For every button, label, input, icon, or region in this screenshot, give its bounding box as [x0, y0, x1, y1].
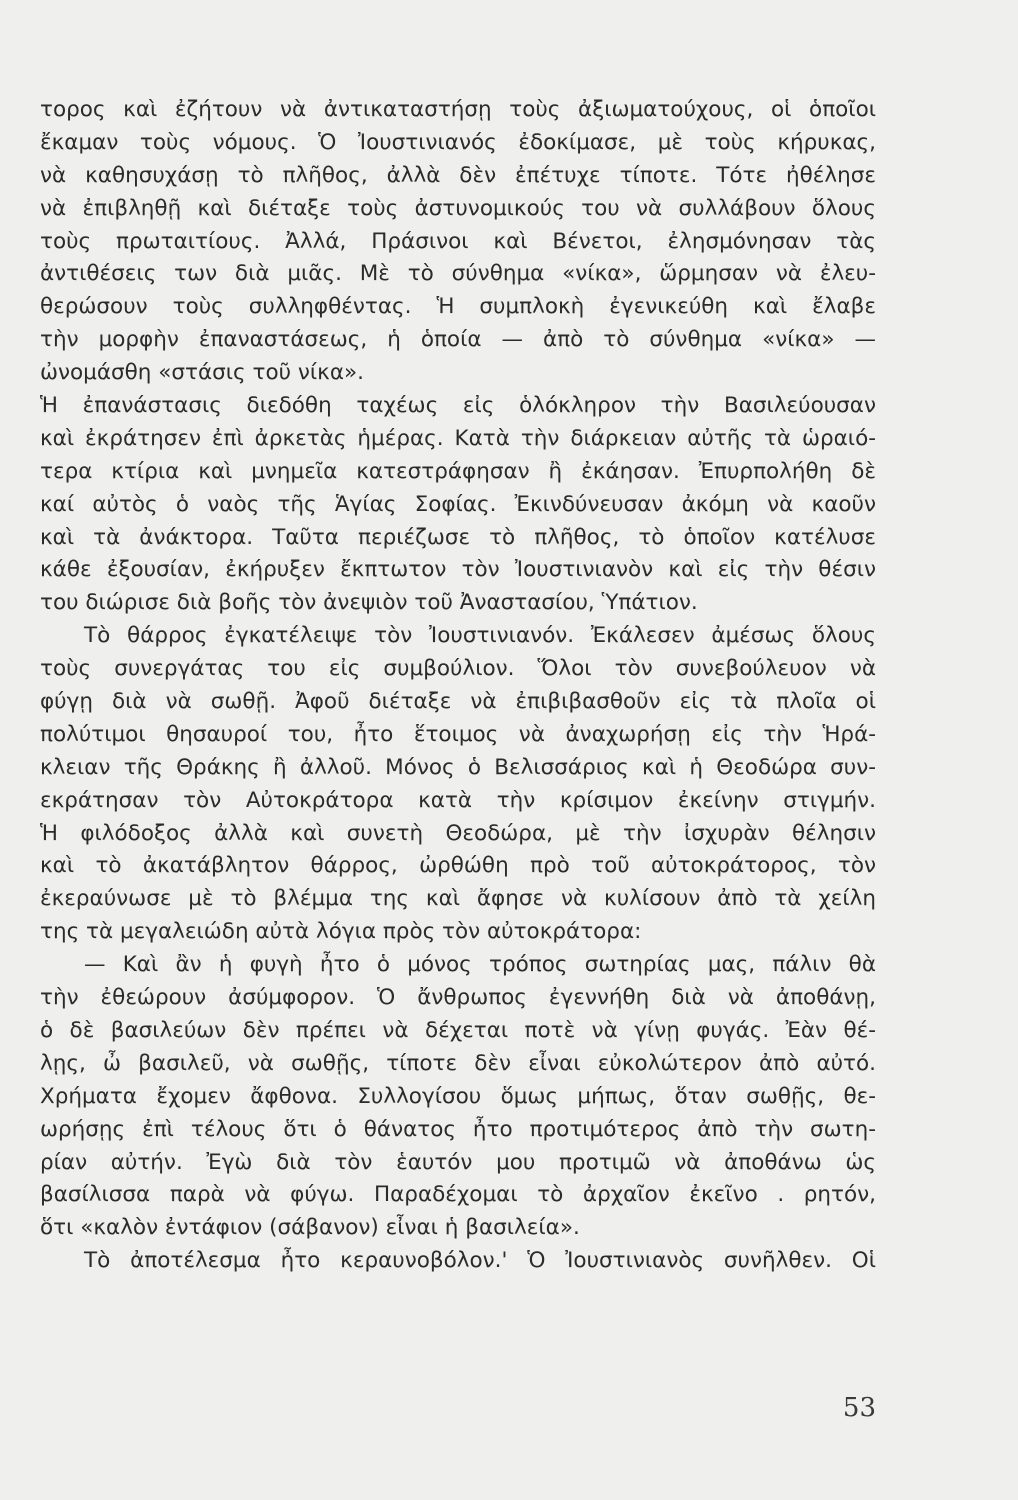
text-line: του διώρισε διὰ βοῆς τὸν ἀνεψιὸν τοῦ Ἀναστασίου, Ὑπάτιον. [40, 590, 698, 616]
text-line: ἔκαμαν τοὺς νόμους. Ὁ Ἰουστινιανός ἐδοκίμασε, μὲ τοὺς κήρυκας, [40, 129, 876, 155]
text-line: θερώσουν τοὺς συλληφθέντας. Ἡ συμπλοκὴ ἐγενικεύθη καὶ ἔλαβε [40, 294, 876, 320]
text-line: ὅτι «καλὸν ἐντάφιον (σάβανον) εἶναι ἡ βασιλεία». [40, 1215, 580, 1241]
text-line: τορος καὶ ἐζήτουν νὰ ἀντικαταστήσῃ τοὺς ἀξιωματούχους, οἱ ὁποῖοι [40, 97, 876, 122]
text-line: λῃς, ὦ βασιλεῦ, νὰ σωθῇς, τίποτε δὲν εἶναι εὐκολώτερον ἀπὸ αὐτό. [40, 1050, 876, 1076]
text-line: τοὺς συνεργάτας του εἰς συμβούλιον. Ὅλοι τὸν συνεβούλευον νὰ [40, 656, 876, 682]
text-line: τερα κτίρια καὶ μνημεῖα κατεστράφησαν ἢ ἐκάησαν. Ἐπυρπολήθη δὲ [40, 458, 876, 484]
text-line: ωρήσῃς ἐπὶ τέλους ὅτι ὁ θάνατος ἦτο προτιμότερος ἀπὸ τὴν σωτη- [40, 1116, 876, 1142]
text-line: Τὸ θάρρος ἐγκατέλειψε τὸν Ἰουστινιανόν. Ἐκάλεσεν ἀμέσως ὅλους [84, 623, 876, 649]
text-line: Ἡ ἐπανάστασις διεδόθη ταχέως εἰς ὁλόκληρον τὴν Βασιλεύουσαν [40, 393, 876, 419]
text-line: εκράτησαν τὸν Αὐτοκράτορα κατὰ τὴν κρίσιμον ἐκείνην στιγμήν. [40, 787, 876, 813]
body-text [40, 94, 876, 1278]
text-line: καί αὐτὸς ὁ ναὸς τῆς Ἁγίας Σοφίας. Ἐκινδύνευσαν ἀκόμη νὰ καοῦν [40, 491, 876, 517]
text-line: ὠνομάσθη «στάσις τοῦ νίκα». [40, 360, 365, 386]
page-number: 53 [842, 1393, 876, 1423]
text-line: νὰ ἐπιβληθῇ καὶ διέταξε τοὺς ἀστυνομικούς του νὰ συλλάβουν ὅλους [40, 195, 876, 221]
text-line: — Καὶ ἂν ἡ φυγὴ ἦτο ὁ μόνος τρόπος σωτηρίας μας, πάλιν θὰ [84, 952, 876, 978]
text-line: καὶ τὸ ἀκατάβλητον θάρρος, ὠρθώθη πρὸ τοῦ αὐτοκράτορος, τὸν [40, 853, 876, 879]
text-line: τοὺς πρωταιτίους. Ἀλλά, Πράσινοι καὶ Βένετοι, ἐλησμόνησαν τὰς [40, 228, 876, 254]
text-line: ρίαν αὐτήν. Ἐγὼ διὰ τὸν ἑαυτόν μου προτιμῶ νὰ ἀποθάνω ὡς [40, 1149, 876, 1175]
text-line: φύγῃ διὰ νὰ σωθῇ. Ἀφοῦ διέταξε νὰ ἐπιβιβασθοῦν εἰς τὰ πλοῖα οἱ [40, 689, 876, 715]
text-line: τὴν ἐθεώρουν ἀσύμφορον. Ὁ ἄνθρωπος ἐγεννήθη διὰ νὰ ἀποθάνῃ, [40, 985, 876, 1011]
text-line: κάθε ἐξουσίαν, ἐκήρυξεν ἔκπτωτον τὸν Ἰουστινιανὸν καὶ εἰς τὴν θέσιν [40, 557, 876, 583]
text-line: Χρήματα ἔχομεν ἄφθονα. Συλλογίσου ὅμως μήπως, ὅταν σωθῇς, θε- [40, 1083, 876, 1109]
text-line: Ἡ φιλόδοξος ἀλλὰ καὶ συνετὴ Θεοδώρα, μὲ τὴν ἰσχυρὰν θέλησιν [40, 820, 876, 846]
text-line: ἀντιθέσεις των διὰ μιᾶς. Μὲ τὸ σύνθημα «νίκα», ὥρμησαν νὰ ἐλευ- [40, 261, 876, 287]
text-line: τὴν μορφὴν ἐπαναστάσεως, ἡ ὁποία — ἀπὸ τὸ σύνθημα «νίκα» — [40, 327, 876, 353]
text-line: κλειαν τῆς Θράκης ἢ ἀλλοῦ. Μόνος ὁ Βελισσάριος καὶ ἡ Θεοδώρα συν- [40, 754, 876, 780]
text-line: ἐκεραύνωσε μὲ τὸ βλέμμα της καὶ ἄφησε νὰ κυλίσουν ἀπὸ τὰ χείλη [40, 886, 876, 912]
text-line: πολύτιμοι θησαυροί του, ἦτο ἕτοιμος νὰ ἀναχωρήσῃ εἰς τὴν Ἡρά- [40, 721, 876, 747]
text-line: βασίλισσα παρὰ νὰ φύγω. Παραδέχομαι τὸ ἀρχαῖον ἐκεῖνο . ρητόν, [40, 1182, 876, 1208]
text-line: καὶ ἐκράτησεν ἐπὶ ἀρκετὰς ἡμέρας. Κατὰ τὴν διάρκειαν αὐτῆς τὰ ὡραιό- [40, 425, 876, 451]
text-line: ὁ δὲ βασιλεύων δὲν πρέπει νὰ δέχεται ποτὲ νὰ γίνῃ φυγάς. Ἐὰν θέ- [40, 1017, 876, 1043]
text-line: Τὸ ἀποτέλεσμα ἦτο κεραυνοβόλον.' Ὁ Ἰουστινιανὸς συνῆλθεν. Οἱ [84, 1248, 876, 1274]
text-line: της τὰ μεγαλειώδη αὐτὰ λόγια πρὸς τὸν αὐτοκράτορα: [40, 919, 642, 945]
text-line: καὶ τὰ ἀνάκτορα. Ταῦτα περιέζωσε τὸ πλῆθος, τὸ ὁποῖον κατέλυσε [40, 524, 876, 550]
text-line: νὰ καθησυχάσῃ τὸ πλῆθος, ἀλλὰ δὲν ἐπέτυχε τίποτε. Τότε ἠθέλησε [40, 162, 876, 188]
